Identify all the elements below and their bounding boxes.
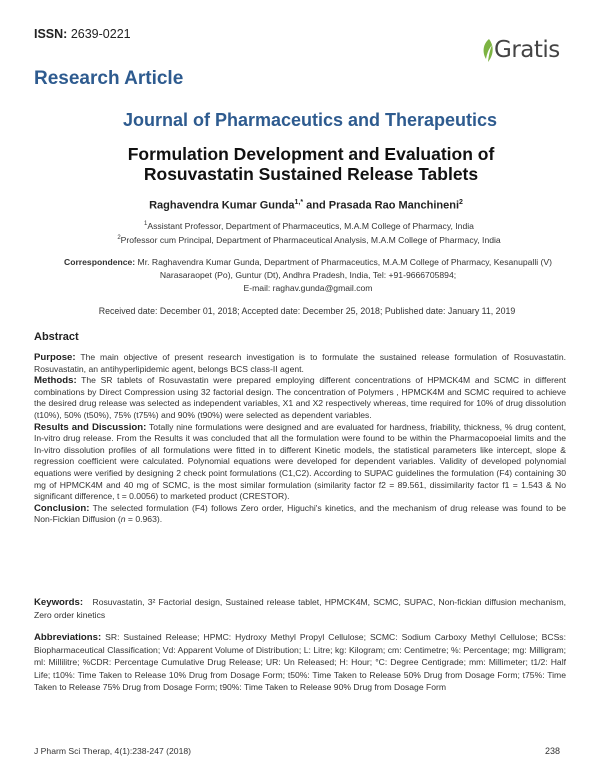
issn-label: ISSN: [34,27,68,41]
results-label: Results and Discussion: [34,421,147,433]
abstract-purpose [34,352,566,375]
purpose-text: The main objective of present research investigation is to formulate the sustained release formulation of Rosuvastatin. Rosuvastatin, an antihyperlipidemic agent, belongs BCS class-II agent. [34,352,566,374]
footer-citation: J Pharm Sci Therap, 4(1):238-247 (2018) [34,746,191,756]
author-and: and [306,199,326,212]
affiliation-1-sup: 1 [144,221,148,228]
section-label: Research Article [34,68,184,89]
conclusion-text-end: = 0.963). [125,514,163,525]
affiliation-2-text: Professor cum Principal, Department of Pharmaceutical Analysis, M.A.M College of Pharmacy, India [120,235,501,245]
correspondence-text: Mr. Raghavendra Kumar Gunda, Department of Pharmaceutics, M.A.M College of Pharmacy, Kesanupalli (V) Narasaraopet (Po), Guntur (Dt), Andhra Pradesh, India, Tel: +91-9666705894; [137,257,552,280]
keywords-label: Keywords: [34,597,84,608]
methods-label: Methods: [34,375,77,387]
abstract-conclusion [34,503,566,526]
affiliation-2-sup: 2 [117,235,121,242]
abstract-body [34,352,566,526]
correspondence-email[interactable]: E-mail: raghav.gunda@gmail.com [243,283,373,293]
methods-text: The SR tablets of Rosuvastatin were prepared employing different concentrations of HPMCK4M and SCMC in different combinations by Direct Compression using 32 factorial design. The concentration of Polymers , HPMCK4M and SCMC required to achieve the desired drug release was selected as independent variables, X1 and X2 respectively whereas, time required for 10% of drug dissolution (t10%), 50% (t50%), 75% (t75%) and 90% (t90%) were selected as dependent variables. [34,375,566,420]
issn [34,27,131,41]
abstract-results [34,422,566,503]
abstract-heading: Abstract [34,331,79,343]
page-number: 238 [545,746,561,756]
abbreviations-text: SR: Sustained Release; HPMC: Hydroxy Methyl Propyl Cellulose; SCMC: Sodium Carboxy Methyl Cellulose; BCSs: Biopharmaceutical Classification; Vd: Apparent Volume of Distribution; L: Litre; kg: Kilogram; cm: Centimetre; %: Percentage; mg: Milligram; ml: Millilitre; %CDR: Percentage Cumulative Drug Release; UR: Un Released; H: Hour; °C: Degree Centigrade; mm: Millimeter; t1/2: Half Life; t10%: Time Taken to Release 10% Drug from Dosage Form; t50%: Time Taken to Release 50% Drug from Dosage Form; t75%: Time Taken to Release 75% Drug from Dosage Form; t90%: Time Taken to Release 90% Drug from Dosage Form [34,632,566,692]
conclusion-label: Conclusion: [34,502,90,514]
authors [0,199,600,212]
abstract-methods [34,375,566,421]
publication-dates: Received date: December 01, 2018; Accepted date: December 25, 2018; Published date: January 11, 2019 [98,306,516,316]
affiliation-1 [0,221,600,231]
correspondence [48,256,568,295]
keywords-text: Rosuvastatin, 3² Factorial design, Sustained release tablet, HPMCK4M, SCMC, SUPAC, Non-fickian diffusion mechanism, Zero order kinetics [34,597,566,620]
logo-text: Gratis [494,37,560,63]
keywords [34,596,566,621]
correspondence-label: Correspondence: [64,257,136,267]
affiliation-1-text: Assistant Professor, Department of Pharmaceutics, M.A.M College of Pharmacy, India [147,221,474,231]
gratis-logo [480,36,570,66]
conclusion-n: n [120,514,126,525]
paper-title [0,144,600,184]
paper-title-line-1: Formulation Development and Evaluation of [127,144,495,164]
author-1: Raghavendra Kumar Gunda [149,199,295,212]
author-2: Prasada Rao Manchineni [328,199,460,212]
conclusion-text: The selected formulation (F4) follows Zero order, Higuchi's kinetics, and the mechanism of drug release was found to be Non-Fickian Diffusion ( [34,502,566,525]
issn-value: 2639-0221 [70,27,131,41]
abbreviations [34,631,566,693]
author-1-sup: 1,* [294,199,304,206]
affiliation-2 [0,235,600,245]
author-2-sup: 2 [459,199,463,206]
paper-title-line-2: Rosuvastatin Sustained Release Tablets [143,164,479,184]
abbreviations-label: Abbreviations: [34,632,102,643]
results-text: Totally nine formulations were designed and are evaluated for hardness, friability, thickness, % drug content, In-vitro drug release. From the Results it was concluded that all the formulation were found to be within the Pharmacopoeial limits and the In-vitro dissolution profiles of all formulations were fitted in to different Kinetic models, the statistical parameters like intercept, slope & regression coefficient were calculated. Polynomial equations were developed for dependent variables. Validity of developed polynomial equations were verified by designing 2 check point formulations (C1,C2). According to SUPAC guidelines the formulation (F4) containing 30 mg of HPMCK4M and 40 mg of SCMC, is the most similar formulation (similarity factor f2 = 89.561, dissimilarity factor f1 = 1.543 & No significant difference, t = 0.0056) to marketed product (CRESTOR). [34,421,566,502]
purpose-label: Purpose: [34,352,76,363]
journal-title: Journal of Pharmaceutics and Therapeutics [122,110,498,130]
